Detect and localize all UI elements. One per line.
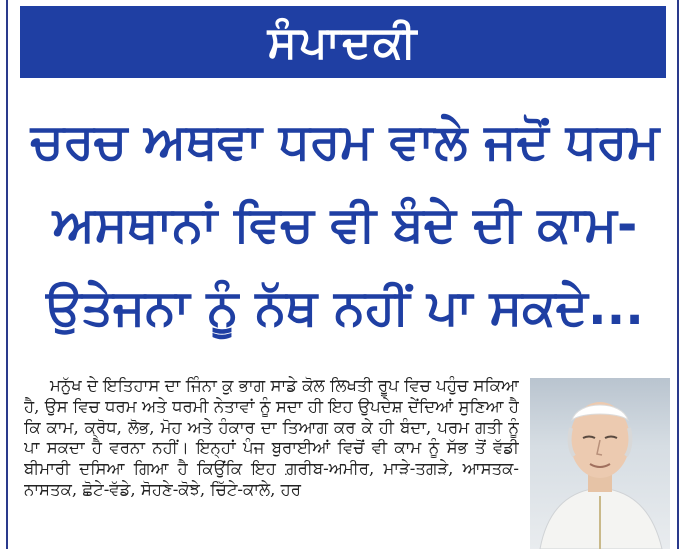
- portrait-photo: [530, 378, 670, 549]
- headline: [22, 100, 668, 349]
- article-body: [24, 376, 519, 549]
- portrait-figure: [530, 378, 670, 549]
- section-banner: [20, 6, 666, 78]
- headline-line-1: ਚਰਚ ਅਥਵਾ ਧਰਮ ਵਾਲੇ ਜਦੋਂ ਧਰਮ: [30, 113, 660, 170]
- section-title: ਸੰਪਾਦਕੀ: [267, 16, 419, 68]
- headline-line-3: ਉਤੇਜਨਾ ਨੂੰ ਨੱਥ ਨਹੀਂ ਪਾ ਸਕਦੇ...: [46, 279, 644, 336]
- headline-line-2: ਅਸਥਾਨਾਂ ਵਿਚ ਵੀ ਬੰਦੇ ਦੀ ਕਾਮ-: [52, 196, 638, 253]
- article-paragraph: ਮਨੁੱਖ ਦੇ ਇਤਿਹਾਸ ਦਾ ਜਿੰਨਾ ਕੁ ਭਾਗ ਸਾਡੇ ਕੋਲ ਲਿਖਤੀ ਰੂਪ ਵਿਚ ਪਹੁੰਚ ਸਕਿਆ ਹੈ, ਉਸ ਵਿਚ ਧਰਮ ਅਤੇ ਧਰਮੀ ਨੇਤਾਵਾਂ ਨੂੰ ਸਦਾ ਹੀ ਇਹ ਉਪਦੇਸ਼ ਦੇਂਦਿਆਂ ਸੁਣਿਆ ਹੈ ਕਿ ਕਾਮ, ਕ੍ਰੋਧ, ਲੋਭ, ਮੋਹ ਅਤੇ ਹੰਕਾਰ ਦਾ ਤਿਆਗ ਕਰ ਕੇ ਹੀ ਬੰਦਾ, ਪਰਮ ਗਤੀ ਨੂੰ ਪਾ ਸਕਦਾ ਹੈ ਵਰਨਾ ਨਹੀਂ। ਇਨ੍ਹਾਂ ਪੰਜ ਬੁਰਾਈਆਂ ਵਿਚੋਂ ਵੀ ਕਾਮ ਨੂੰ ਸੱਭ ਤੋਂ ਵੱਡੀ ਬੀਮਾਰੀ ਦਸਿਆ ਗਿਆ ਹੈ ਕਿਉਂਕਿ ਇਹ ਗ਼ਰੀਬ-ਅਮੀਰ, ਮਾੜੇ-ਤਗੜੇ, ਆਸਤਕ-ਨਾਸਤਕ, ਛੋਟੇ-ਵੱਡੇ, ਸੋਹਣੇ-ਕੋਝੇ, ਚਿੱਟੇ-ਕਾਲੇ, ਹਰ: [24, 376, 519, 499]
